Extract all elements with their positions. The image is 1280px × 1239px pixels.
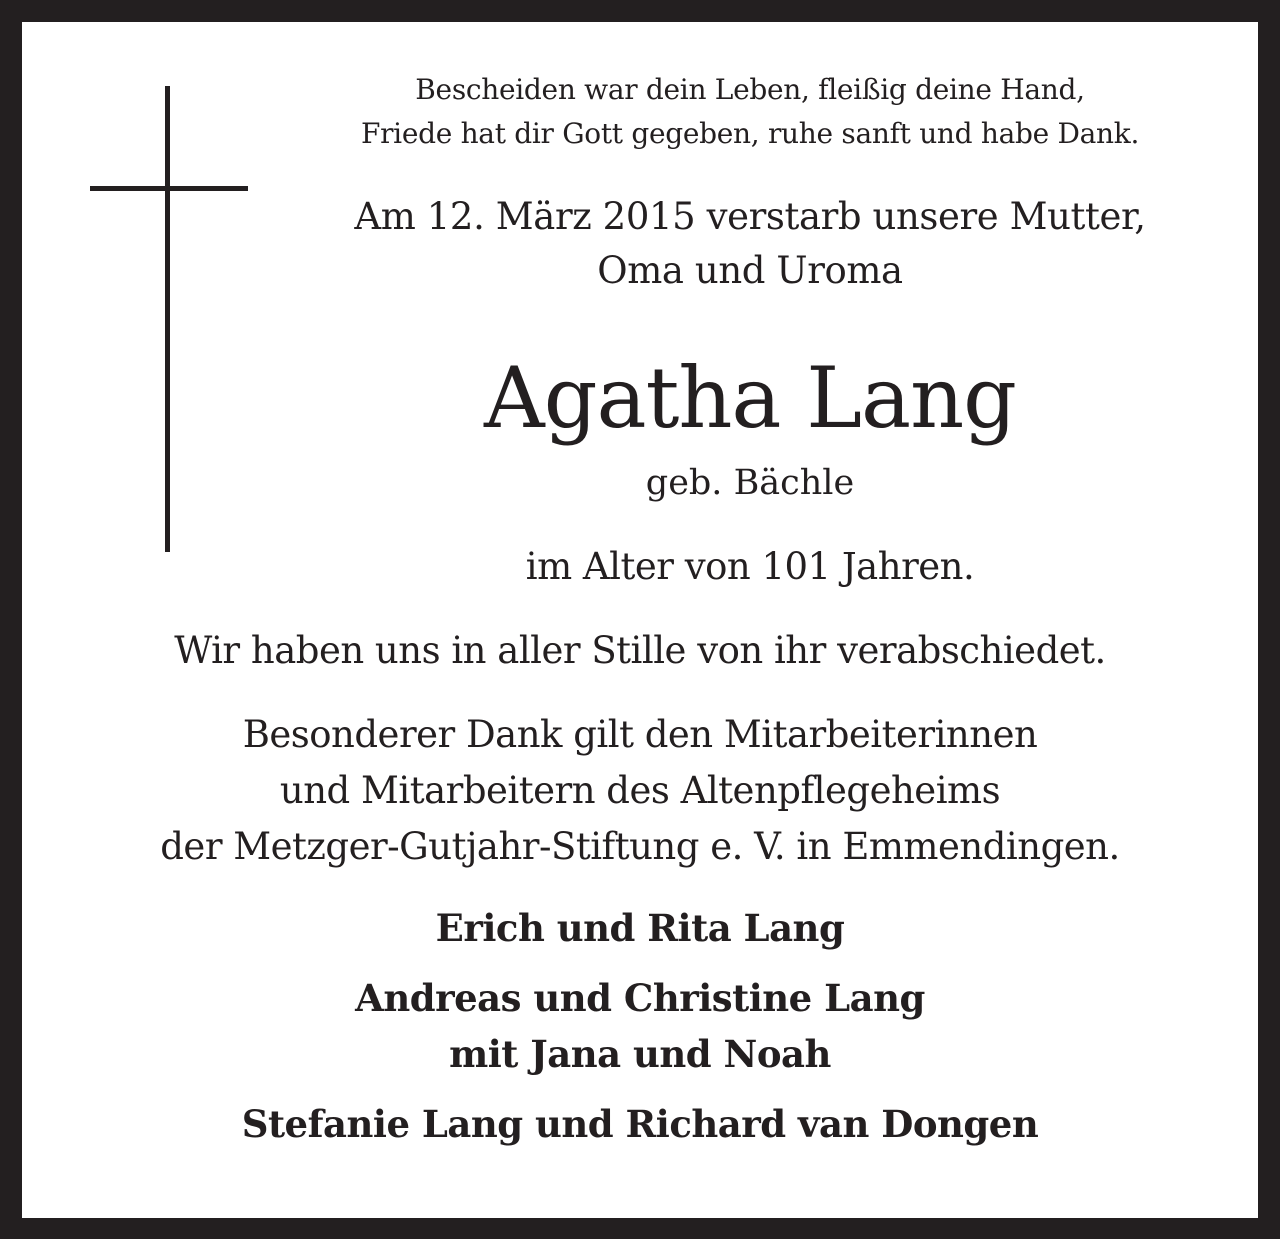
- announcement-line-2: Oma und Uroma: [597, 249, 903, 292]
- cross-icon: [165, 86, 170, 552]
- verse-line-1: Bescheiden war dein Leben, fleißig deine Hand,: [415, 73, 1085, 106]
- maiden-name: geb. Bächle: [645, 463, 855, 503]
- thanks-line-1: Besonderer Dank gilt den Mitarbeiterinnen: [242, 713, 1038, 756]
- obituary-card: [22, 22, 1258, 1218]
- verse-line-2: Friede hat dir Gott gegeben, ruhe sanft und habe Dank.: [360, 117, 1140, 150]
- mourner-line-2: Andreas und Christine Lang: [355, 976, 925, 1020]
- thanks-line-3: der Metzger-Gutjahr-Stiftung e. V. in Emmendingen.: [160, 825, 1120, 868]
- announcement-line-1: Am 12. März 2015 verstarb unsere Mutter,: [354, 195, 1146, 238]
- thanks-line-2: und Mitarbeitern des Altenpflegeheims: [279, 769, 1001, 812]
- mourner-line-3: mit Jana und Noah: [449, 1032, 831, 1076]
- age-text: im Alter von 101 Jahren.: [525, 545, 975, 588]
- farewell-text: Wir haben uns in aller Stille von ihr verabschiedet.: [174, 629, 1106, 672]
- mourner-line-1: Erich und Rita Lang: [435, 906, 845, 950]
- cross-icon-bar: [90, 186, 248, 191]
- mourner-line-4: Stefanie Lang und Richard van Dongen: [241, 1102, 1039, 1146]
- deceased-name: Agatha Lang: [484, 349, 1016, 447]
